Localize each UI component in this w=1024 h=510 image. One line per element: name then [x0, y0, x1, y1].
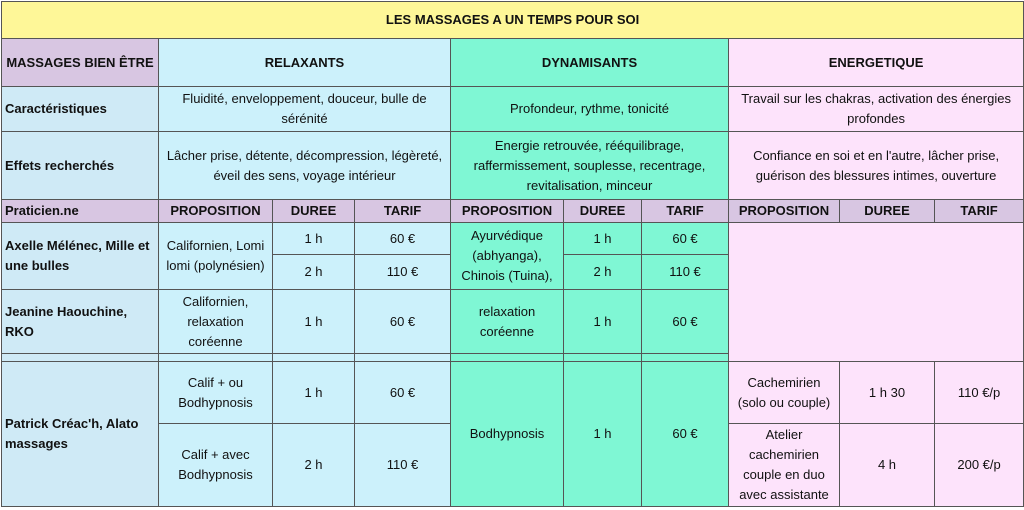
subheader-praticien: Praticien.ne: [2, 200, 159, 223]
header-energetique: ENERGETIQUE: [729, 39, 1024, 87]
subheader-tarif-rel: TARIF: [355, 200, 451, 223]
praticien-patrick: Patrick Créac'h, Alato massages: [2, 362, 159, 507]
caracteristiques-energetique: Travail sur les chakras, activation des énergies profondes: [729, 87, 1024, 132]
axelle-dyn-proposition: Ayurvédique (abhyanga), Chinois (Tuina),: [451, 223, 564, 290]
patrick-rel-tarif-2: 110 €: [355, 424, 451, 507]
subheader-duree-ene: DUREE: [840, 200, 935, 223]
patrick-rel-proposition-2: Calif + avec Bodhypnosis: [159, 424, 273, 507]
spacer-rel-tarif: [355, 354, 451, 362]
energetique-empty-cell: [729, 223, 1024, 362]
subheader-proposition-ene: PROPOSITION: [729, 200, 840, 223]
corner-header: MASSAGES BIEN ÊTRE: [2, 39, 159, 87]
spacer-rel-prop: [159, 354, 273, 362]
patrick-ene-proposition-2: Atelier cachemirien couple en duo avec assistante: [729, 424, 840, 507]
effets-energetique: Confiance en soi et en l'autre, lâcher prise, guérison des blessures intimes, ouverture: [729, 132, 1024, 200]
axelle-rel-duree-1: 1 h: [273, 223, 355, 255]
caracteristiques-relaxants: Fluidité, enveloppement, douceur, bulle de sérénité: [159, 87, 451, 132]
effets-relaxants: Lâcher prise, détente, décompression, légèreté, éveil des sens, voyage intérieur: [159, 132, 451, 200]
axelle-dyn-duree-1: 1 h: [564, 223, 642, 255]
praticien-axelle: Axelle Mélénec, Mille et une bulles: [2, 223, 159, 290]
axelle-rel-duree-2: 2 h: [273, 255, 355, 290]
jeanine-rel-proposition: Californien, relaxation coréenne: [159, 290, 273, 354]
header-relaxants: RELAXANTS: [159, 39, 451, 87]
patrick-dyn-duree: 1 h: [564, 362, 642, 507]
axelle-rel-proposition: Californien, Lomi lomi (polynésien): [159, 223, 273, 290]
patrick-rel-tarif-1: 60 €: [355, 362, 451, 424]
table-title: LES MASSAGES A UN TEMPS POUR SOI: [2, 2, 1024, 39]
row-label-effets: Effets recherchés: [2, 132, 159, 200]
jeanine-dyn-duree: 1 h: [564, 290, 642, 354]
spacer-dyn-prop: [451, 354, 564, 362]
axelle-rel-tarif-2: 110 €: [355, 255, 451, 290]
spacer-dyn-tarif: [642, 354, 729, 362]
patrick-rel-proposition-1: Calif + ou Bodhypnosis: [159, 362, 273, 424]
patrick-ene-tarif-1: 110 €/p: [935, 362, 1024, 424]
spacer-dyn-duree: [564, 354, 642, 362]
axelle-dyn-duree-2: 2 h: [564, 255, 642, 290]
patrick-ene-duree-2: 4 h: [840, 424, 935, 507]
header-dynamisants: DYNAMISANTS: [451, 39, 729, 87]
patrick-rel-duree-2: 2 h: [273, 424, 355, 507]
subheader-proposition-rel: PROPOSITION: [159, 200, 273, 223]
massage-table: [1, 1, 1024, 507]
jeanine-rel-tarif: 60 €: [355, 290, 451, 354]
patrick-dyn-tarif: 60 €: [642, 362, 729, 507]
subheader-duree-dyn: DUREE: [564, 200, 642, 223]
jeanine-rel-duree: 1 h: [273, 290, 355, 354]
jeanine-dyn-tarif: 60 €: [642, 290, 729, 354]
patrick-dyn-proposition: Bodhypnosis: [451, 362, 564, 507]
patrick-rel-duree-1: 1 h: [273, 362, 355, 424]
subheader-tarif-dyn: TARIF: [642, 200, 729, 223]
subheader-tarif-ene: TARIF: [935, 200, 1024, 223]
spacer-praticien: [2, 354, 159, 362]
caracteristiques-dynamisants: Profondeur, rythme, tonicité: [451, 87, 729, 132]
axelle-rel-tarif-1: 60 €: [355, 223, 451, 255]
row-label-caracteristiques: Caractéristiques: [2, 87, 159, 132]
axelle-dyn-tarif-1: 60 €: [642, 223, 729, 255]
spacer-rel-duree: [273, 354, 355, 362]
praticien-jeanine: Jeanine Haouchine, RKO: [2, 290, 159, 354]
jeanine-dyn-proposition: relaxation coréenne: [451, 290, 564, 354]
subheader-duree-rel: DUREE: [273, 200, 355, 223]
patrick-ene-duree-1: 1 h 30: [840, 362, 935, 424]
patrick-ene-tarif-2: 200 €/p: [935, 424, 1024, 507]
patrick-ene-proposition-1: Cachemirien (solo ou couple): [729, 362, 840, 424]
effets-dynamisants: Energie retrouvée, rééquilibrage, raffermissement, souplesse, recentrage, revitalisation, minceur: [451, 132, 729, 200]
subheader-proposition-dyn: PROPOSITION: [451, 200, 564, 223]
axelle-dyn-tarif-2: 110 €: [642, 255, 729, 290]
